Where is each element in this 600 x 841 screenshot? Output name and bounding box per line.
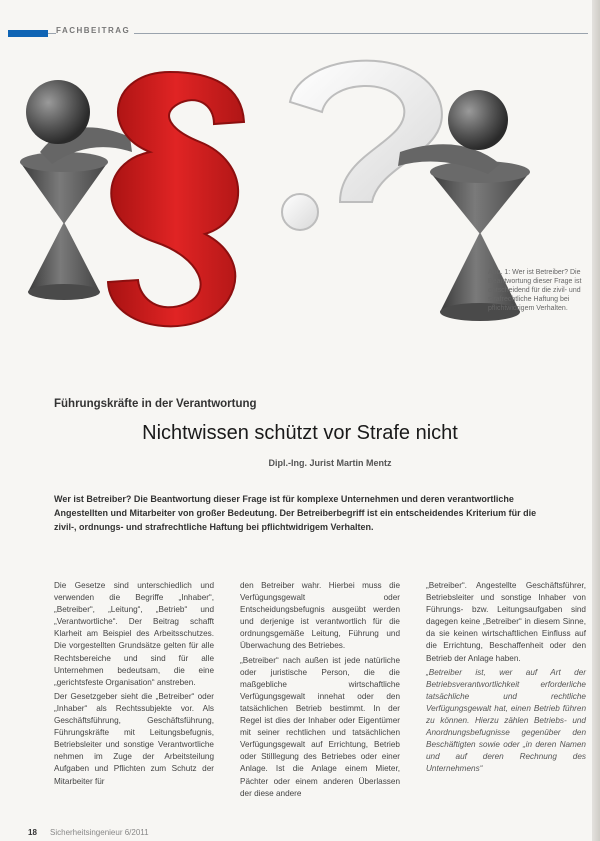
- header-accent-bar: [8, 30, 48, 37]
- article-lead: Wer ist Betreiber? Die Beantwortung dieser Frage ist für komplexe Unternehmen und deren verantwortliche Angestellten und Mitarbeiter von großer Bedeutung. Der Betreiberbegriff ist ein entscheidendes Kriterium für die zivil-, ordnungs- und strafrechtliche Haftung bei pflichtwidrigem Verhalten.: [54, 494, 537, 532]
- paragraph: den Betreiber wahr. Hierbei muss die Verfügungsgewalt oder Entscheidungsbefugnis ausgeübt werden und derjenige ist verantwortlich für die ordnungsgemäße Leitung, Führung und Überwachung des Betriebes.: [240, 581, 400, 651]
- page-number: 18: [28, 828, 37, 837]
- body-column-3: [426, 580, 586, 778]
- question-mark: [282, 61, 442, 230]
- paragraph: „Betreiber“ nach außen ist jede natürliche oder juristische Person, die die maßgebliche wirtschaftliche Verfügungsgewalt innehat oder den tatsächlichen Betrieb bestimmt. In der Regel ist dies der Inhaber oder Eigentümer mit seiner rechtlichen und tatsächlichen Verfügungsgewalt auf Errichtung, Betrieb oder Stilllegung des Betriebes oder einer Anlage. Ist die Anlage einem Mieter, Pächter oder einem anderen Überlassen der diese andere: [240, 655, 400, 798]
- publication-source: Sicherheitsingenieur 6/2011: [50, 828, 149, 837]
- article-author: Dipl.-Ing. Jurist Martin Mentz: [268, 458, 392, 468]
- section-label: FACHBEITRAG: [56, 26, 134, 35]
- quote-paragraph: „Betreiber ist, wer auf Art der Betriebsverantwortlichkeit erforderliche tatsächliche und rechtliche Verfügungsgewalt hat, einen Betrieb führen zu können. Hierzu zählen Betriebs- und Anordnungsbefugnisse gegenüber den Beschäftigten sowie oder „in deren Namen und auf deren Rechnung des Unternehmens“: [426, 667, 586, 774]
- article-title: Nichtwissen schützt vor Strafe nicht: [142, 422, 458, 444]
- paragraph: „Betreiber“. Angestellte Geschäftsführer, Betriebsleiter und sonstige Inhaber von Führungs- bzw. Leitungsaufgaben sind dagegen keine „Betreiber“ in diesem Sinne, da sie keinen wirtschaftlichen Einfluss auf die Errichtung, Beschaffenheit oder den Betrieb der Anlage haben.: [426, 581, 586, 663]
- paragraph-sign: [108, 72, 244, 326]
- body-column-1: [54, 580, 214, 790]
- paragraph: Die Gesetze sind unterschiedlich und verwenden die Begriffe „Inhaber“, „Betreiber“, „Leitung“, „Betrieb“ und „Verantwortliche“. Der Beitrag schafft Klarheit am Beispiel des Arbeitsschutzes. Die vorgestellten Grundsätze gelten für alle Rechtsbereiche und sind für alle Unternehmen bedeutsam, die eine „gerichtsfeste Organisation“ anstreben.: [54, 581, 214, 687]
- article-kicker: Führungskräfte in der Verantwortung: [54, 398, 257, 410]
- article-body: [54, 580, 588, 810]
- paragraph-and-question-mark-illustration: [0, 42, 600, 364]
- body-column-2: [240, 580, 400, 802]
- paragraph: Der Gesetzgeber sieht die „Betreiber“ oder „Inhaber“ als Rechtssubjekte vor. Als Geschäftsführung, Geschäftsführung, Führungskräfte mit Leitungsbefugnis, Betriebsleiter und sonstige Verantwortliche nehmen im Zuge der Arbeitsteilung Aufgaben und Pflichten zum Schutz der Mitarbeiter für: [54, 691, 214, 786]
- page-edge-shadow: [592, 0, 600, 841]
- figure-caption: Abb. 1: Wer ist Betreiber? Die Beantwortung dieser Frage ist entscheidend für die zivil- und strafrechtliche Haftung bei pflichtwidrigem Verhalten.: [488, 269, 582, 312]
